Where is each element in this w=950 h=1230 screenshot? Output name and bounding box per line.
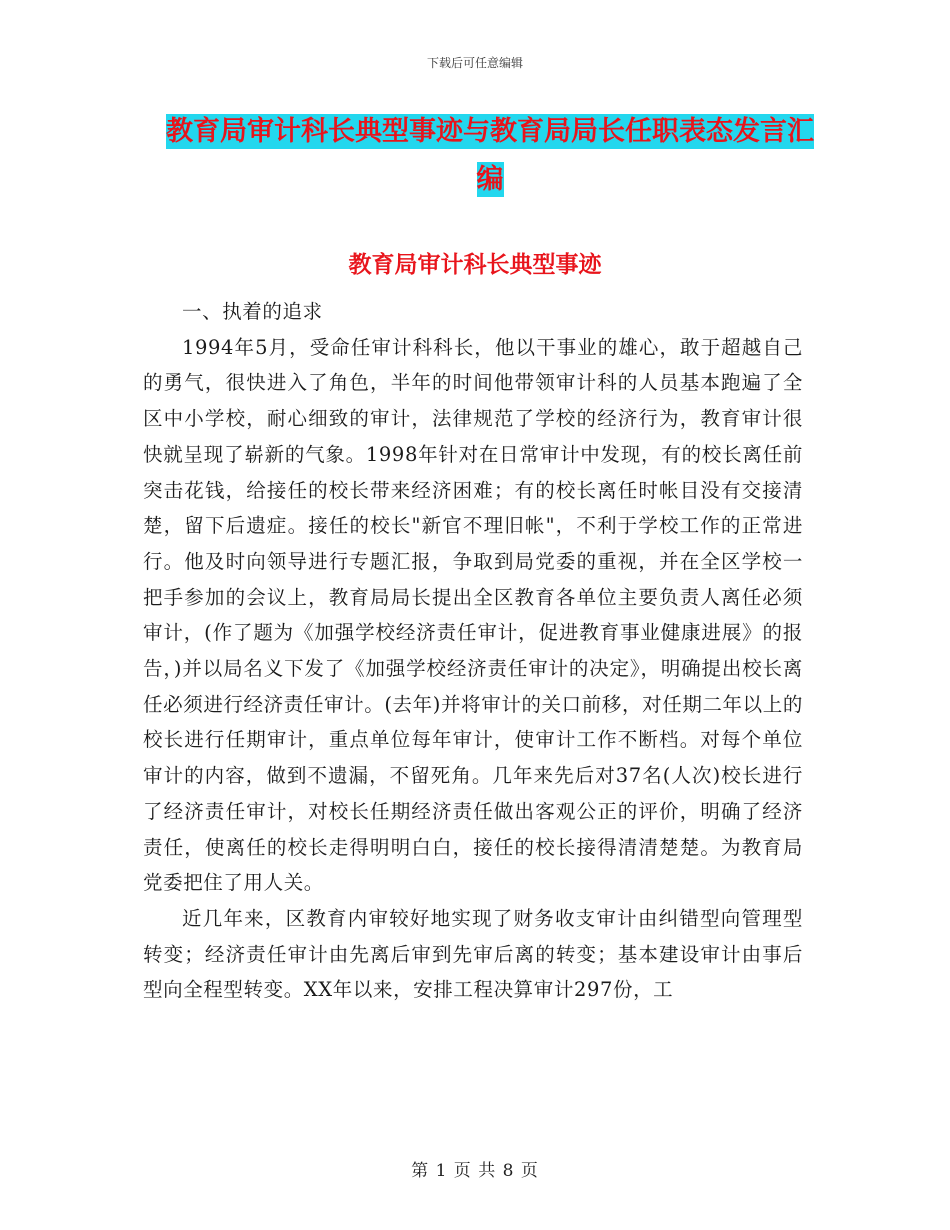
paragraph-2: 近几年来，区教育内审较好地实现了财务收支审计由纠错型向管理型转变；经济责任审计由先离后审到先审后离的转变；基本建设审计由事后型向全程型转变。XX年以来，安排工程决算审计297份，工 xyxy=(143,906,803,1002)
page-footer: 第 1 页 共 8 页 xyxy=(411,1161,539,1181)
document-title xyxy=(160,108,820,204)
document-body xyxy=(143,294,803,1008)
paragraph-1: 1994年5月，受命任审计科科长，他以干事业的雄心，敢于超越自己的勇气，很快进入了角色，半年的时间他带领审计科的人员基本跑遍了全区中小学校，耐心细致的审计，法律规范了学校的经济行为，教育审计很快就呈现了崭新的气象。1998年针对在日常审计中发现，有的校长离任前突击花钱，给接任的校长带来经济困难；有的校长离任时帐目没有交接清楚，留下后遗症。接任的校长"新官不理旧帐"，不利于学校工作的正常进行。他及时向领导进行专题汇报，争取到局党委的重视，并在全区学校一把手参加的会议上，教育局局长提出全区教育各单位主要负责人离任必须审计，(作了题为《加强学校经济责任审计，促进教育事业健康进展》的报告，)并以局名义下发了《加强学校经济责任审计的决定》，明确提出校长离任必须进行经济责任审计。(去年)并将审计的关口前移，对任期二年以上的校长进行任期审计，重点单位每年审计，使审计工作不断档。对每个单位审计的内容，做到不遗漏，不留死角。几年来先后对37名(人次)校长进行了经济责任审计，对校长任期经济责任做出客观公正的评价，明确了经济责任，使离任的校长走得明明白白，接任的校长接得清清楚楚。为教育局党委把住了用人关。 xyxy=(143,335,803,895)
subheading: 一、执着的追求 xyxy=(182,300,323,323)
section-title: 教育局审计科长典型事迹 xyxy=(348,252,602,278)
document-title-text: 教育局审计科长典型事迹与教育局局长任职表态发言汇编 xyxy=(166,116,814,195)
page-header-note: 下载后可任意编辑 xyxy=(426,56,523,70)
